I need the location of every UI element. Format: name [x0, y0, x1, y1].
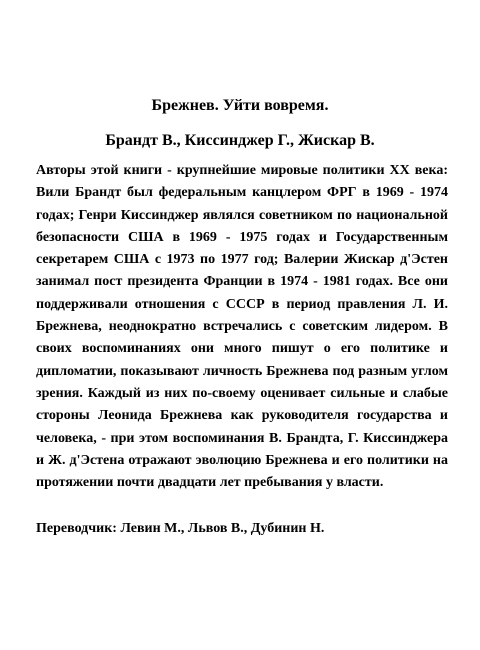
- book-description: Авторы этой книги - крупнейшие мировые политики XX века: Вили Брандт был федеральным канцлером ФРГ в 1969 - 1974 годах; Генри Киссинджер являлся советником по национальной безопасности США в 1969 - 1975 годах и Государственным секретарем США с 1973 по 1977 год; Валерии Жискар д'Эстен занимал пост президента Франции в 1974 - 1981 годах. Все они поддерживали отношения с СССР в период правления Л. И. Брежнева, неоднократно встречались с советским лидером. В своих воспоминаниях они много пишут о его политике и дипломатии, показывают личность Брежнева под разным углом зрения. Каждый из них по-своему оценивает сильные и слабые стороны Леонида Брежнева как руководителя государства и человека, - при этом воспоминания В. Брандта, Г. Киссинджера и Ж. д'Эстена отражают эволюцию Брежнева и его политики на протяжении почти двадцати лет пребывания у власти.: [36, 163, 448, 491]
- book-authors: Брандт В., Киссинджер Г., Жискар В.: [105, 132, 375, 149]
- book-title: Брежнев. Уйти вовремя.: [151, 97, 329, 114]
- book-translators: Переводчик: Левин М., Львов В., Дубинин Н.: [36, 521, 325, 536]
